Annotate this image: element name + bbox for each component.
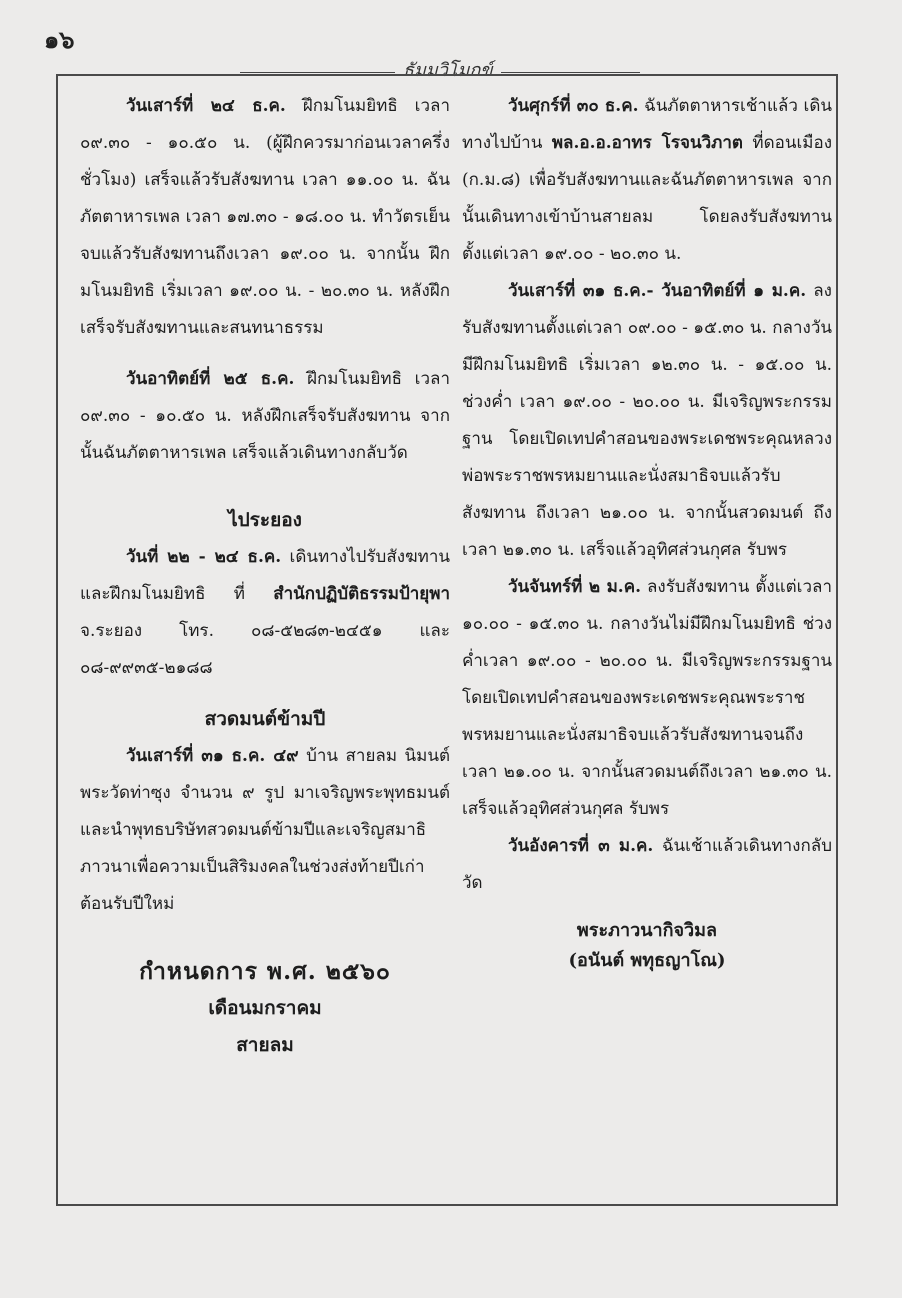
paragraph-dec30 — [462, 88, 832, 273]
date-lead: วันอาทิตย์ที่ ๒๕ ธ.ค. — [126, 369, 295, 389]
date-lead: วันที่ ๒๒ - ๒๔ ธ.ค. — [126, 547, 282, 567]
paragraph-rayong — [80, 539, 450, 687]
schedule-heading: กำหนดการ พ.ศ. ๒๕๖๐ — [139, 958, 391, 985]
paragraph-text: จ.ระยอง โทร. ๐๘-๕๒๘๓-๒๔๕๑ และ ๐๘-๙๙๓๕-๒๑๘๘ — [80, 621, 450, 678]
date-lead: วันเสาร์ที่ ๒๔ ธ.ค. — [126, 96, 286, 116]
paragraph-text: ฝึกมโนมยิทธิ เวลา ๐๙.๓๐ - ๑๐.๕๐ น. หลังฝึกเสร็จรับสังฆทาน จากนั้นฉันภัตตาหารเพล เสร็จแล้วเดินทางกลับวัด — [80, 369, 450, 463]
date-lead: วันเสาร์ที่ ๓๑ ธ.ค.- วันอาทิตย์ที่ ๑ ม.ค. — [508, 281, 807, 301]
date-lead: วันอังคารที่ ๓ ม.ค. — [508, 836, 654, 856]
date-lead: วันเสาร์ที่ ๓๑ ธ.ค. ๔๙ — [126, 746, 299, 766]
paragraph-dec25 — [80, 361, 450, 472]
right-column — [462, 88, 832, 976]
paragraph-dec24 — [80, 88, 450, 347]
person-name: พล.อ.อ.อาทร โรจนวิภาต — [551, 133, 743, 153]
paragraph-text: เดินทางไปรับสังฆทานและฝึกมโนมยิทธิ ที่ — [80, 547, 451, 604]
paragraph-text: ที่ดอนเมือง (ก.ม.๘) เพื่อรับสังฆทานและฉันภัตตาหารเพล จากนั้นเดินทางเข้าบ้านสายลม โดยลงรับสังฆทานตั้งแต่เวลา ๑๙.๐๐ - ๒๐.๓๐ น. — [462, 133, 833, 264]
signature-name: พระภาวนากิจวิมล — [576, 920, 718, 941]
paragraph-text: บ้าน สายลม นิมนต์พระวัดท่าซุง จำนวน ๙ รูป มาเจริญพระพุทธมนต์และนำพุทธบริษัทสวดมนต์ข้ามปีและเจริญสมาธิภาวนาเพื่อความเป็นสิริมงคลในช่วงส่งท้ายปีเก่า ต้อนรับปีใหม่ — [80, 746, 450, 914]
date-lead: วันจันทร์ที่ ๒ ม.ค. — [508, 577, 641, 597]
paragraph-dec31-jan1 — [462, 273, 832, 569]
section-heading-new-year: สวดมนต์ข้ามปี — [204, 708, 326, 730]
section-heading-rayong: ไประยอง — [228, 509, 302, 531]
paragraph-jan2 — [462, 569, 832, 828]
page-number: ๑๖ — [44, 25, 75, 54]
place-name: สำนักปฏิบัติธรรมป้ายุพา — [273, 584, 450, 604]
running-title: ธัมมวิโมกข์ — [395, 55, 501, 84]
date-lead: วันศุกร์ที่ ๓๐ ธ.ค. — [508, 96, 639, 116]
place-heading: สายลม — [236, 1034, 294, 1056]
signature-subtitle: (อนันต์ พทุธญาโณ) — [568, 950, 726, 971]
paragraph-text: ฝึกมโนมยิทธิ เวลา ๐๙.๓๐ - ๑๐.๕๐ น. (ผู้ฝึกควรมาก่อนเวลาครึ่งชั่วโมง) เสร็จแล้วรับสังฆทาน เวลา ๑๑.๐๐ น. ฉันภัตตาหารเพล เวลา ๑๗.๓๐ - ๑๘.๐๐ น. ทำวัตรเย็น จบแล้วรับสังฆทานถึงเวลา ๑๙.๐๐ น. จากนั้น ฝึกมโนมยิทธิ เริ่มเวลา ๑๙.๐๐ น. - ๒๐.๓๐ น. หลังฝึกเสร็จรับสังฆทานและสนทนาธรรม — [80, 96, 451, 338]
month-heading: เดือนมกราคม — [208, 997, 322, 1019]
paragraph-text: ฉันเช้าแล้วเดินทางกลับวัด — [462, 836, 832, 893]
paragraph-new-year — [80, 738, 450, 923]
paragraph-jan3 — [462, 828, 832, 902]
left-column — [80, 88, 450, 1064]
paragraph-text: ลงรับสังฆทานตั้งแต่เวลา ๐๙.๐๐ - ๑๕.๓๐ น. กลางวันมีฝึกมโนมยิทธิ เริ่มเวลา ๑๒.๓๐ น. - ๑๕.๐๐ น. ช่วงค่ำ เวลา ๑๙.๐๐ - ๒๐.๐๐ น. มีเจริญพระกรรมฐาน โดยเปิดเทปคำสอนของพระเดชพระคุณหลวงพ่อพระราชพรหมยานและนั่งสมาธิจบแล้วรับสังฆทาน ถึงเวลา ๒๑.๐๐ น. จากนั้นสวดมนต์ ถึงเวลา ๒๑.๓๐ น. เสร็จแล้วอุทิศส่วนกุศล รับพร — [462, 281, 832, 560]
paragraph-text: ลงรับสังฆทาน ตั้งแต่เวลา ๑๐.๐๐ - ๑๕.๓๐ น. กลางวันไม่มีฝึกมโนมยิทธิ ช่วงค่ำเวลา ๑๙.๐๐ - ๒๐.๐๐ น. มีเจริญพระกรรมฐาน โดยเปิดเทปคำสอนของพระเดชพระคุณพระราชพรหมยานและนั่งสมาธิจบแล้วรับสังฆทานจนถึง เวลา ๒๑.๐๐ น. จากนั้นสวดมนต์ถึงเวลา ๒๑.๓๐ น. เสร็จแล้วอุทิศส่วนกุศล รับพร — [462, 577, 832, 819]
paragraph-text: ฉันภัตตาหารเช้าแล้ว เดินทางไปบ้าน — [462, 96, 832, 153]
